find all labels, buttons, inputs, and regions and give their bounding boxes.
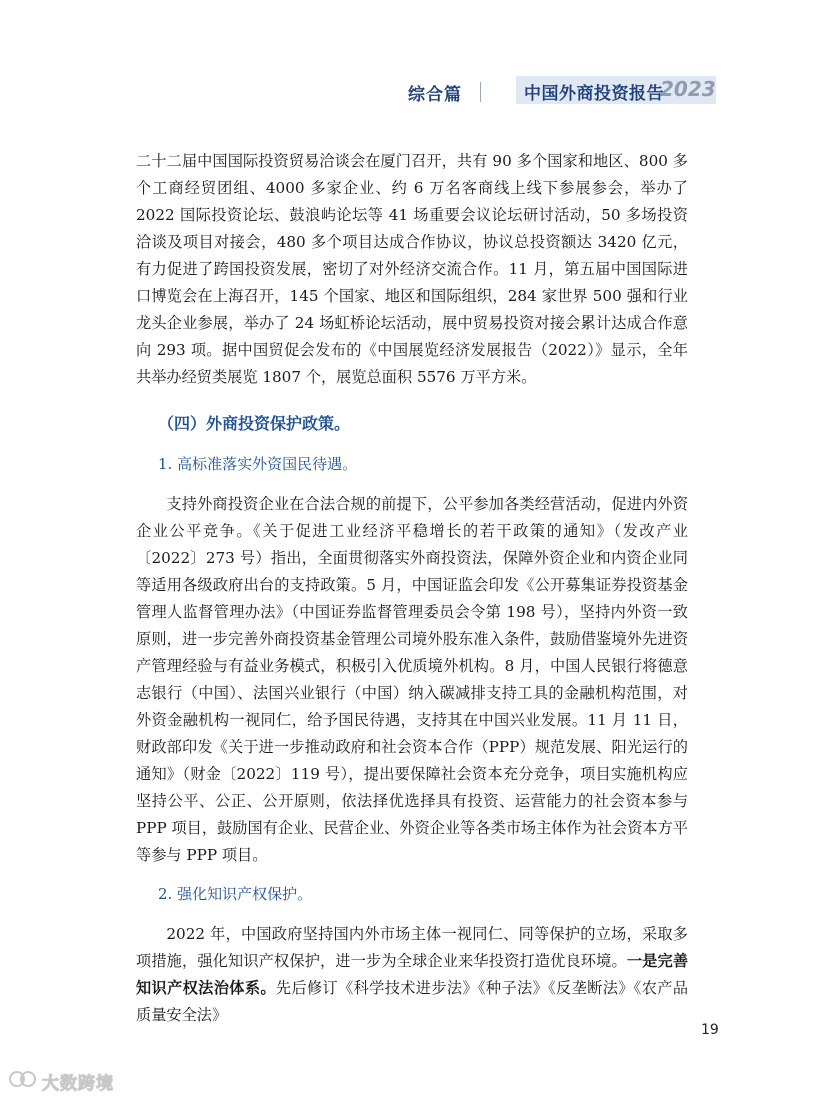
watermark <box>8 1068 114 1094</box>
paragraph-3 <box>136 921 688 1029</box>
watermark-text: 大数跨境 <box>42 1073 114 1094</box>
page-number: 19 <box>701 1022 719 1038</box>
report-year: 2023 <box>660 77 716 101</box>
subheading-2: 2. 强化知识产权保护。 <box>158 885 313 903</box>
paragraph-2: 支持外商投资企业在合法合规的前提下，公平参加各类经营活动，促进内外资企业公平竞争。《关于促进工业经济平稳增长的若干政策的通知》（发改产业〔2022〕273 号）指出，全面贯彻落实外商投资法，保障外资企业和内资企业同等适用各级政府出台的支持政策。5 月，中国证监会印发《公开募集证券投资基金管理人监督管理办法》（中国证券监督管理委员会令第 198 号），坚持内外资一致原则，进一步完善外商投资基金管理公司境外股东准入条件，鼓励借鉴境外先进资产管理经验与有益业务模式，积极引入优质境外机构。8 月，中国人民银行将德意志银行（中国）、法国兴业银行（中国）纳入碳减排支持工具的金融机构范围，对外资金融机构一视同仁，给予国民待遇，支持其在中国兴业发展。11 月 11 日，财政部印发《关于进一步推动政府和社会资本合作（PPP）规范发展、阳光运行的通知》（财金〔2022〕119 号），提出要保障社会资本充分竞争，项目实施机构应坚持公平、公正、公开原则，依法择优选择具有投资、运营能力的社会资本参与 PPP 项目，鼓励国有企业、民营企业、外资企业等各类市场主体作为社会资本方平等参与 PPP 项目。 <box>136 495 688 864</box>
paragraph-1: 二十二届中国国际投资贸易洽谈会在厦门召开，共有 90 多个国家和地区、800 多个工商经贸团组、4000 多家企业、约 6 万名客商线上线下参展参会，举办了 2022 国际投资论坛、鼓浪屿论坛等 41 场重要会议论坛研讨活动，50 多场投资洽谈及项目对接会，480 多个项目达成合作协议，协议总投资额达 3420 亿元，有力促进了跨国投资发展，密切了对外经济交流合作。11 月，第五届中国国际进口博览会在上海召开，145 个国家、地区和国际组织，284 家世界 500 强和行业龙头企业参展，举办了 24 场虹桥论坛活动，展中贸易投资对接会累计达成合作意向 293 项。据中国贸促会发布的《中国展览经济发展报告（2022）》显示，全年共举办经贸类展览 1807 个，展览总面积 5576 万平方米。 <box>136 152 688 386</box>
paragraph-3-bold: 一是完善知识产权法治体系。 <box>136 952 689 997</box>
logo-mark-icon <box>8 1068 38 1094</box>
section-heading-4: （四）外商投资保护政策。 <box>158 414 351 433</box>
paragraph-3-text-a: 2022 年，中国政府坚持国内外市场主体一视同仁、同等保护的立场，采取多项措施，强化知识产权保护，进一步为全球企业来华投资打造优良环境。 <box>136 925 688 970</box>
header-divider <box>480 82 481 102</box>
section-label: 综合篇 <box>408 85 462 105</box>
paragraph-3-text-b: 先后修订《科学技术进步法》《种子法》《反垄断法》《农产品质量安全法》 <box>136 979 689 1024</box>
page-body <box>136 148 688 1029</box>
subheading-1: 1. 高标准落实外资国民待遇。 <box>158 455 358 473</box>
report-title: 中国外商投资报告 <box>524 84 664 104</box>
page-header <box>0 76 816 108</box>
